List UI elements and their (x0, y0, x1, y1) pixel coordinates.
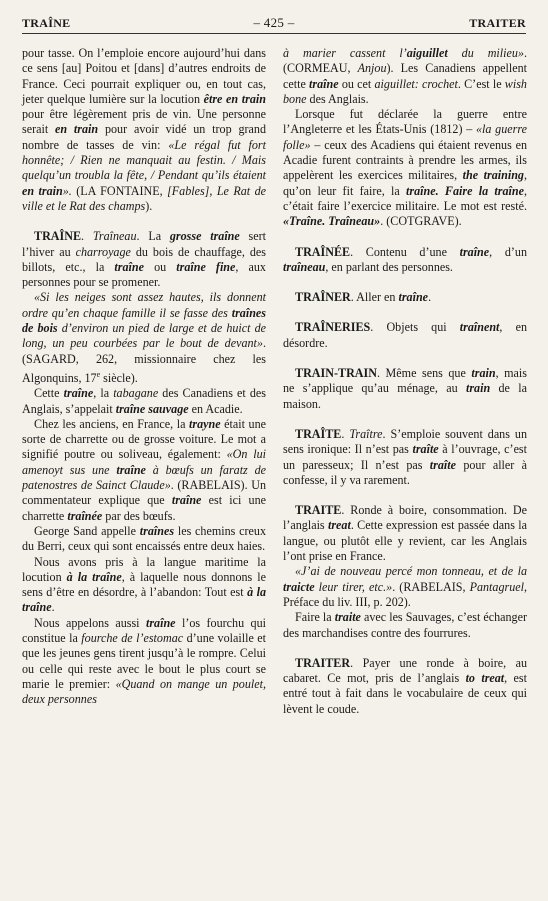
paragraph-george-sand: George Sand appelle traînes les chemins creux du Berri, ceux qui sont encaissés entre deux haies. (22, 523, 266, 554)
quote-rabelais: «J’ai de nouveau percé mon tonneau, et de la traicte leur tirer, etc.». (RABELAIS, Pantagruel, Préface du liv. III, p. 202). (283, 564, 528, 609)
header-rule (22, 33, 526, 34)
headword: TRAÎNÉE (295, 244, 351, 259)
paragraph-guerre-folle: Lorsque fut déclarée la guerre entre l’Angleterre et les États-Unis (1812) – «la guerre folle» – ceux des Acadiens qui étaient revenus en Acadie furent contraints à prendre les armes, ils appelèrent les exercices militaires, the training, qu’on leur fit faire, la traîne. Faire la traîne, c’était faire l’exercice militaire. Le mot est resté. «Traîne. Traîneau». (COTGRAVE). (283, 107, 527, 229)
headword: TRAÎNERIES (295, 320, 371, 335)
paragraph-trayne: Chez les anciens, en France, la trayne était une sorte de charrette ou de grosse voiture. Le mot a signifié poutre ou soliveau, également: «On lui amenoyt sus une traîne à bœufs un faratz de patenostres de Sainct Claude». (RABELAIS). Un commentateur explique que traîne est ici une charrette traînée par des bœufs. (22, 416, 266, 523)
page-number: – 425 – (253, 15, 295, 30)
paragraph-a-la-traine: Nous avons pris à la langue maritime la locution à la traîne, à laquelle nous donnons le sens d’être en désordre, à l’abandon: Tout est à la traîne. (22, 554, 266, 615)
entry-traite: TRAITE. Ronde à boire, consommation. De l’anglais treat. Cette expression est passée dans la langue, ou plutôt elle y revient, car les Anglais l’ont prise en France. (283, 503, 527, 564)
headword: TRAIN-TRAIN (295, 366, 377, 381)
entry-traite-traitre: TRAÎTE. Traître. S’emploie souvent dans un sens ironique: Il n’est pas traîte à l’ouvrage, c’est un paresseux; Il n’est pas traîte pour aller à confesse, il y va rarement. (283, 426, 527, 487)
continued-paragraph: pour tasse. On l’emploie encore aujourd’hui dans ce sens [au] Poitou et [dans] d’autres endroits de France. Ceci pourrait expliquer ou, en tout cas, jeter quelque lumière sur la locution être en train pour être légèrement pris de vin. Une personne serait en train pour avoir vidé un trop grand nombre de tasses de vin: «Le régal fut fort honnête; / Rien ne manquait au festin. / Mais quelqu’un troubla la fête, / Pendant qu’ils étaient en train». (LA FONTAINE, [Fables], Le Rat de ville et le Rat des champs). (22, 46, 266, 213)
headword: TRAÎNE (34, 229, 82, 244)
entry-trainer: TRAÎNER. Aller en traîne. (295, 290, 432, 305)
right-column (283, 46, 527, 717)
headword: TRAITER (295, 655, 351, 670)
entry-traine: TRAÎNE. Traîneau. La grosse traîne sert l’hiver au charroyage du bois de chauffage, des billots, etc., la traîne ou traîne fine, aux personnes pour se promener. (22, 229, 267, 290)
continued-quote: à marier cassent l’aiguillet du milieu». (CORMEAU, Anjou). Les Canadiens appellent cette traîne ou cet aiguillet: crochet. C’est le wish bone des Anglais. (283, 46, 528, 106)
entry-trainee: TRAÎNÉE. Contenu d’une traîne, d’un traîneau, en parlant des personnes. (283, 244, 527, 274)
paragraph-tabagane: Cette traîne, la tabagane des Canadiens et des Anglais, s’appelait traîne sauvage en Acadie. (22, 386, 266, 416)
headword: TRAÎNER (295, 290, 351, 305)
entry-train-train: TRAIN-TRAIN. Même sens que train, mais ne s’applique qu’au ménage, au train de la maison. (283, 366, 527, 411)
header-first-entry: TRAÎNE (22, 16, 71, 30)
entry-traiter: TRAITER. Payer une ronde à boire, au cabaret. Ce mot, pris de l’anglais to treat, est entré tout à fait dans le vocabulaire de ceux qui lèvent le coude. (283, 655, 527, 716)
paragraph-faire-la-traite: Faire la traite avec les Sauvages, c’est échanger des marchandises contre des fourrures. (283, 610, 528, 640)
quote-sagard: «Si les neiges sont assez hautes, ils donnent ordre qu’en chaque famille il se fasse des traînes de bois d’environ un pied de large et de huict de long, un peu courbées par le bout de devant». (SAGARD, 262, missionnaire chez les Algonquins, 17e siècle). (22, 290, 266, 385)
entry-traineries: TRAÎNERIES. Objets qui traînent, en désordre. (283, 320, 528, 350)
left-column (22, 46, 266, 708)
header-last-entry: TRAITER (469, 16, 526, 30)
headword: TRAITE (295, 503, 342, 518)
headword: TRAÎTE (295, 426, 342, 441)
paragraph-os-fourchu: Nous appelons aussi traîne l’os fourchu qui constitue la fourche de l’estomac d’une volaille et que les jeunes gens tirent jusqu’à le rompre. Celui ou celle qui reste avec le bout le plus court se marie le premier: «Quand on mange un poulet, deux personnes (22, 615, 267, 707)
